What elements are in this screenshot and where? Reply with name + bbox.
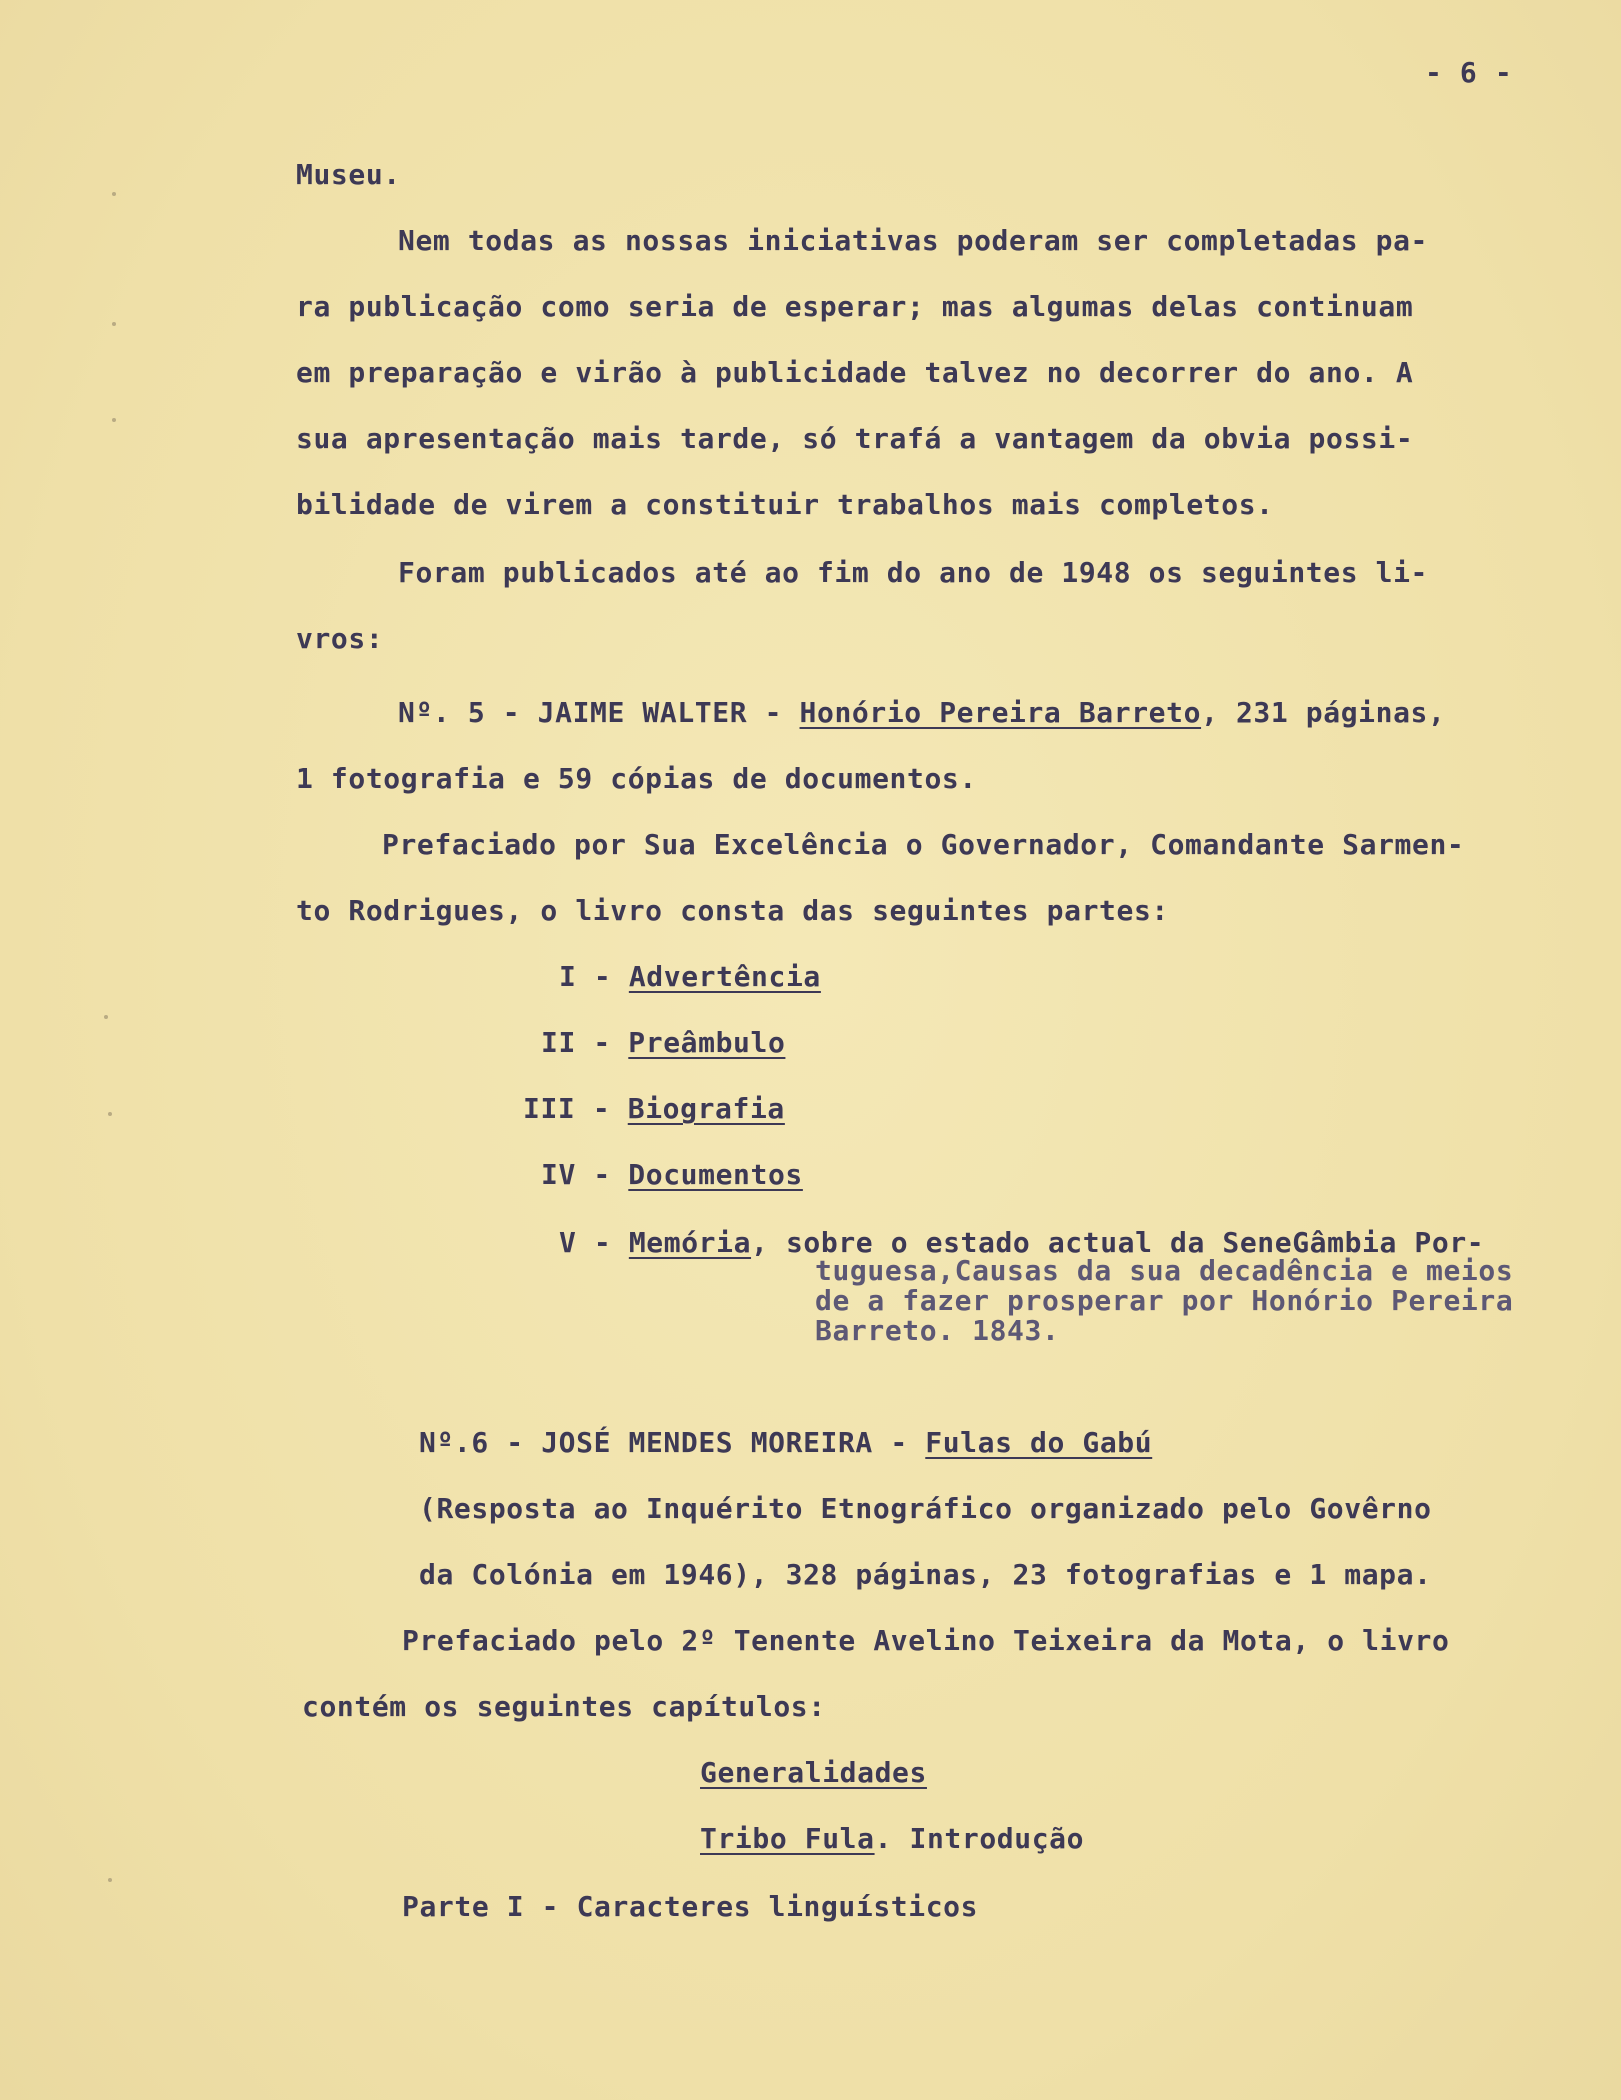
text-line: Prefaciado por Sua Excelência o Governador, Comandante Sarmen- bbox=[382, 828, 1465, 861]
text-line: tuguesa,Causas da sua decadência e meios bbox=[815, 1254, 1514, 1287]
book-5-title: Honório Pereira Barreto bbox=[799, 696, 1202, 729]
margin-mark bbox=[104, 1015, 108, 1019]
chapter-title: Tribo Fula bbox=[700, 1822, 875, 1855]
part-description: , sobre o estado actual da SeneGâmbia Por- bbox=[751, 1226, 1485, 1259]
text-line: Foram publicados até ao fim do ano de 1948 os seguintes li- bbox=[398, 556, 1428, 589]
part-numeral: I - bbox=[559, 960, 629, 993]
part-title: Advertência bbox=[628, 960, 821, 993]
book-6-title: Fulas do Gabú bbox=[925, 1426, 1153, 1459]
text-line: ra publicação como seria de esperar; mas algumas delas continuam bbox=[296, 290, 1414, 323]
text-line: 1 fotografia e 59 cópias de documentos. bbox=[296, 762, 977, 795]
chapter-subtitle: . Introdução bbox=[874, 1822, 1085, 1855]
margin-mark bbox=[112, 192, 116, 196]
text-line: da Colónia em 1946), 328 páginas, 23 fotografias e 1 mapa. bbox=[419, 1558, 1432, 1591]
book-5-entry bbox=[398, 696, 1445, 730]
text-line: Nem todas as nossas iniciativas poderam ser completadas pa- bbox=[398, 224, 1428, 257]
part-numeral: III - bbox=[523, 1092, 628, 1125]
chapter-title: Generalidades bbox=[700, 1756, 927, 1789]
part-item bbox=[541, 1026, 785, 1060]
part-numeral: II - bbox=[541, 1026, 629, 1059]
text-line: de a fazer prosperar por Honório Pereira bbox=[815, 1284, 1514, 1317]
part-item bbox=[523, 1092, 785, 1126]
part-title: Documentos bbox=[628, 1158, 803, 1191]
part-title: Biografia bbox=[627, 1092, 785, 1125]
part-item bbox=[541, 1158, 803, 1192]
book-5-details: , 231 páginas, bbox=[1201, 696, 1446, 729]
book-6-entry bbox=[419, 1426, 1152, 1460]
part-title: Preâmbulo bbox=[628, 1026, 786, 1059]
margin-mark bbox=[112, 418, 116, 422]
book-6-number: Nº.6 - JOSÉ MENDES MOREIRA - bbox=[419, 1426, 926, 1459]
margin-mark bbox=[108, 1878, 112, 1882]
margin-mark bbox=[108, 1112, 112, 1116]
text-line: to Rodrigues, o livro consta das seguintes partes: bbox=[296, 894, 1169, 927]
text-line: Museu. bbox=[296, 158, 401, 191]
chapter-item bbox=[700, 1822, 1084, 1856]
text-line: contém os seguintes capítulos: bbox=[302, 1690, 826, 1723]
part-title: Memória bbox=[628, 1226, 752, 1259]
text-line: Prefaciado pelo 2º Tenente Avelino Teixeira da Mota, o livro bbox=[402, 1624, 1450, 1657]
part-numeral: V - bbox=[559, 1226, 629, 1259]
part-item bbox=[559, 960, 821, 994]
page-number: - 6 - bbox=[1425, 56, 1513, 89]
part-numeral: IV - bbox=[541, 1158, 629, 1191]
text-line: (Resposta ao Inquérito Etnográfico organizado pelo Govêrno bbox=[419, 1492, 1432, 1525]
text-line: bilidade de virem a constituir trabalhos mais completos. bbox=[296, 488, 1274, 521]
book-5-number: Nº. 5 - JAIME WALTER - bbox=[398, 696, 800, 729]
text-line: sua apresentação mais tarde, só trafá a vantagem da obvia possi- bbox=[296, 422, 1414, 455]
text-line: Barreto. 1843. bbox=[815, 1314, 1060, 1347]
margin-mark bbox=[112, 322, 116, 326]
text-line: em preparação e virão à publicidade talvez no decorrer do ano. A bbox=[296, 356, 1414, 389]
text-line: vros: bbox=[296, 622, 384, 655]
text-line: Parte I - Caracteres linguísticos bbox=[402, 1890, 979, 1923]
